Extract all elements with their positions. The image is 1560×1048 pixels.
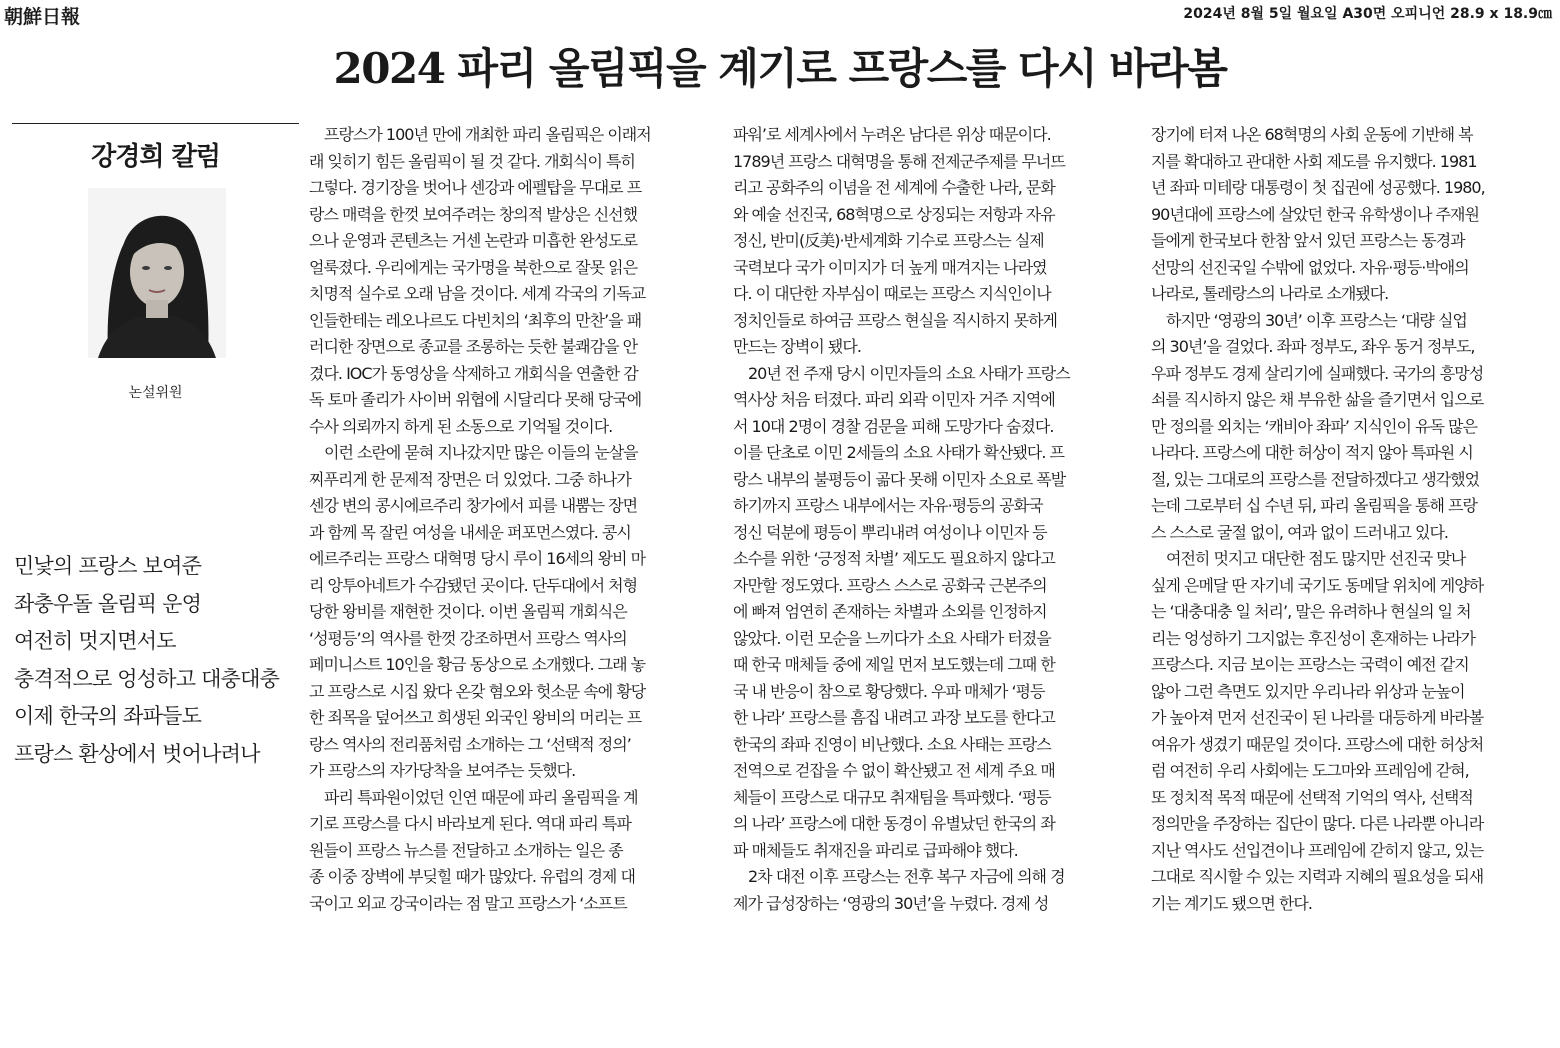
article-text-line: 20년 전 주재 당시 이민자들의 소요 사태가 프랑스 bbox=[733, 363, 1070, 383]
article-text-line: 리 앙투아네트가 수감됐던 곳이다. 단두대에서 처형 bbox=[309, 575, 638, 595]
article-text-line: 랑스 역사의 전리품처럼 소개하는 그 ‘선택적 정의’ bbox=[309, 734, 631, 754]
article-text-line: 절, 있는 그대로의 프랑스를 전달하겠다고 생각했었 bbox=[1151, 469, 1480, 489]
article-text-line: 역사상 처음 터졌다. 파리 외곽 이민자 거주 지역에 bbox=[733, 390, 1055, 409]
article-text-line: 찌푸리게 한 문제적 장면은 더 있었다. 그중 하나가 bbox=[309, 469, 631, 489]
article-text-line: 기는 계기도 됐으면 한다. bbox=[1151, 893, 1312, 913]
article-text-line: 파 매체들도 취재진을 파리로 급파해야 했다. bbox=[733, 840, 1018, 860]
column-title: 강경희 칼럼 bbox=[91, 142, 220, 172]
article-text-line: 만 정의를 외치는 ‘캐비아 좌파’ 지식인이 유독 많은 bbox=[1151, 416, 1477, 436]
article-text-line: 이런 소란에 묻혀 지나갔지만 많은 이들의 눈살을 bbox=[309, 443, 638, 462]
article-text-line: 체들이 프랑스로 대규모 취재팀을 특파했다. ‘평등 bbox=[733, 787, 1051, 807]
article-text-line: 페미니스트 10인을 황금 동상으로 소개했다. 그래 놓 bbox=[309, 655, 646, 674]
article-text-line: 프랑스가 100년 만에 개최한 파리 올림픽은 이래저 bbox=[309, 125, 651, 144]
article-text-line: 하기까지 프랑스 내부에서는 자유·평등의 공화국 bbox=[733, 496, 1043, 515]
article-text-line: 선망의 선진국일 수밖에 없었다. 자유·평등·박애의 bbox=[1151, 257, 1469, 277]
article-text-line: 않았다. 이런 모순을 느끼다가 소요 사태가 터졌을 bbox=[733, 628, 1051, 648]
article-text-line: 센강 변의 콩시에르주리 창가에서 피를 내뿜는 장면 bbox=[309, 496, 638, 515]
pull-quote-line: 좌충우돌 올림픽 운영 bbox=[14, 591, 202, 616]
article-text-line: 그대로 직시할 수 있는 지력과 지혜의 필요성을 되새 bbox=[1151, 867, 1484, 886]
article-text-line: 인들한테는 레오나르도 다빈치의 ‘최후의 만찬’을 패 bbox=[309, 310, 642, 330]
pull-quote-line: 충격적으로 엉성하고 대충대충 bbox=[14, 666, 280, 691]
article-text-line: 수사 의뢰까지 하게 된 소동으로 기억될 것이다. bbox=[309, 416, 613, 436]
article-text-line: 1789년 프랑스 대혁명을 통해 전제군주제를 무너뜨 bbox=[733, 151, 1065, 171]
article-text-line: 래 잊히기 힘든 올림픽이 될 것 같다. 개회식이 특히 bbox=[309, 151, 635, 171]
columnist-divider bbox=[12, 123, 299, 124]
article-text-line: 프랑스다. 지금 보이는 프랑스는 국력이 예전 같지 bbox=[1151, 655, 1469, 674]
article-text-line: 서 10대 2명이 경찰 검문을 피해 도망가다 숨졌다. bbox=[733, 416, 1054, 436]
article-text-line: 여전히 멋지고 대단한 점도 많지만 선진국 맞나 bbox=[1151, 549, 1466, 568]
article-text-line: 종 이중 장벽에 부딪힐 때가 많았다. 유럽의 경제 대 bbox=[309, 867, 635, 886]
article-text-line: 얼룩졌다. 우리에게는 국가명을 북한으로 잘못 읽은 bbox=[309, 257, 638, 277]
article-text-line: 는 ‘대충대충 일 처리’, 말은 유려하나 현실의 일 처 bbox=[1151, 602, 1471, 621]
publication-dateline: 2024년 8월 5일 월요일 A30면 오피니언 28.9 x 18.9㎝ bbox=[1183, 6, 1552, 22]
article-text-line: 정의만을 주장하는 집단이 많다. 다른 나라뿐 아니라 bbox=[1151, 814, 1484, 833]
article-text-line: 만드는 장벽이 됐다. bbox=[733, 337, 861, 356]
article-text-line: 한 나라’ 프랑스를 흠집 내려고 과장 보도를 한다고 bbox=[733, 708, 1055, 727]
article-text-line: 정신 덕분에 평등이 뿌리내려 여성이나 이민자 등 bbox=[733, 522, 1047, 542]
columnist-portrait bbox=[88, 188, 226, 358]
article-text-line: 들에게 한국보다 한참 앞서 있던 프랑스는 동경과 bbox=[1151, 231, 1465, 250]
pull-quote-line: 이제 한국의 좌파들도 bbox=[14, 704, 202, 728]
article-text-line: 에르주리는 프랑스 대혁명 당시 루이 16세의 왕비 마 bbox=[309, 549, 646, 568]
article-text-line: 장기에 터져 나온 68혁명의 사회 운동에 기반해 복 bbox=[1151, 125, 1473, 144]
article-text-line: 파워’로 세계사에서 누려온 남다른 위상 때문이다. bbox=[733, 125, 1051, 144]
article-text-line: 국 내 반응이 참으로 황당했다. 우파 매체가 ‘평등 bbox=[733, 681, 1045, 701]
article-text-line: 정치인들로 하여금 프랑스 현실을 직시하지 못하게 bbox=[733, 310, 1058, 330]
pull-quote-line: 프랑스 환상에서 벗어나려나 bbox=[14, 741, 260, 766]
article-text-line: 파리 특파원이었던 인연 때문에 파리 올림픽을 계 bbox=[309, 787, 638, 807]
article-text-line: 그렇다. 경기장을 벗어나 센강과 에펠탑을 무대로 프 bbox=[309, 178, 642, 197]
article-text-line: 리는 엉성하기 그지없는 후진성이 혼재하는 나라가 bbox=[1151, 628, 1476, 648]
pull-quote bbox=[14, 548, 304, 773]
article-text-line: 랑스 내부의 불평등이 곪다 못해 이민자 소요로 폭발 bbox=[733, 469, 1066, 489]
article-text-line: 여유가 생겼기 때문일 것이다. 프랑스에 대한 허상처 bbox=[1151, 734, 1484, 754]
article-text-line: 지를 확대하고 관대한 사회 제도를 유지했다. 1981 bbox=[1151, 151, 1477, 171]
article-text-line: 의 나라’ 프랑스에 대한 동경이 유별났던 한국의 좌 bbox=[733, 814, 1055, 833]
article-text-line: 겼다. IOC가 동영상을 삭제하고 개회식을 연출한 감 bbox=[309, 363, 638, 383]
article-text-line: 다. 이 대단한 자부심이 때로는 프랑스 지식인이나 bbox=[733, 284, 1051, 303]
article-headline: 2024 파리 올림픽을 계기로 프랑스를 다시 바라봄 bbox=[333, 44, 1227, 93]
article-text-line: 또 정치적 목적 때문에 선택적 기억의 역사, 선택적 bbox=[1151, 787, 1473, 807]
article-text-line: ‘성평등’의 역사를 한껏 강조하면서 프랑스 역사의 bbox=[309, 628, 627, 648]
columnist-role: 논설위원 bbox=[128, 385, 183, 401]
article-text-line: 랑스 매력을 한껏 보여주려는 창의적 발상은 신선했 bbox=[309, 204, 638, 224]
article-text-line: 국력보다 국가 이미지가 더 높게 매겨지는 나라였 bbox=[733, 257, 1047, 277]
article-text-line: 전역으로 걷잡을 수 없이 확산됐고 전 세계 주요 매 bbox=[733, 761, 1055, 780]
portrait-image bbox=[88, 188, 226, 358]
article-text-line: 독 토마 졸리가 사이버 위협에 시달리다 못해 당국에 bbox=[309, 390, 642, 409]
article-text-line: 국이고 외교 강국이라는 점 말고 프랑스가 ‘소프트 bbox=[309, 893, 627, 913]
article-column-1 bbox=[309, 122, 707, 917]
article-text-line: 정신, 반미(反美)·반세계화 기수로 프랑스는 실제 bbox=[733, 231, 1044, 250]
article-text-line: 나라로, 톨레랑스의 나라로 소개됐다. bbox=[1151, 284, 1389, 303]
article-text-line: 는데 그로부터 십 수년 뒤, 파리 올림픽을 통해 프랑 bbox=[1151, 496, 1477, 515]
article-text-line: 한국의 좌파 진영이 비난했다. 소요 사태는 프랑스 bbox=[733, 734, 1051, 754]
article-text-line: 2차 대전 이후 프랑스는 전후 복구 자금에 의해 경 bbox=[733, 867, 1065, 886]
article-text-line: 리고 공화주의 이념을 전 세계에 수출한 나라, 문화 bbox=[733, 178, 1055, 197]
article-text-line: 과 함께 목 잘린 여성을 내세운 퍼포먼스였다. 콩시 bbox=[309, 522, 631, 542]
article-text-line: 이를 단초로 이민 2세들의 소요 사태가 확산됐다. 프 bbox=[733, 443, 1064, 462]
article-column-2 bbox=[733, 122, 1131, 917]
article-text-line: 한 죄목을 덮어쓰고 희생된 외국인 왕비의 머리는 프 bbox=[309, 708, 642, 727]
article-text-line: 않아 그런 측면도 있지만 우리나라 위상과 눈높이 bbox=[1151, 681, 1465, 701]
article-text-line: 자만할 정도였다. 프랑스 스스로 공화국 근본주의 bbox=[733, 575, 1047, 595]
article-text-line: 당한 왕비를 재현한 것이다. 이번 올림픽 개회식은 bbox=[309, 602, 627, 621]
article-text-line: 에 빠져 엄연히 존재하는 차별과 소외를 인정하지 bbox=[733, 602, 1047, 621]
article-text-line: 가 높아져 먼저 선진국이 된 나라를 대등하게 바라볼 bbox=[1151, 708, 1484, 727]
article-text-line: 치명적 실수로 오래 남을 것이다. 세계 각국의 기독교 bbox=[309, 284, 646, 303]
article-column-3 bbox=[1151, 122, 1549, 917]
article-text-line: 의 30년’을 걸었다. 좌파 정부도, 좌우 동거 정부도, bbox=[1151, 337, 1475, 356]
newspaper-masthead: 朝鮮日報 bbox=[4, 6, 81, 28]
article-text-line: 때 한국 매체들 중에 제일 먼저 보도했는데 그때 한 bbox=[733, 655, 1055, 674]
article-text-line: 러디한 장면으로 종교를 조롱하는 듯한 불쾌감을 안 bbox=[309, 337, 638, 356]
pull-quote-line: 민낯의 프랑스 보여준 bbox=[14, 554, 202, 578]
article-text-line: 럼 여전히 우리 사회에는 도그마와 프레임에 갇혀, bbox=[1151, 761, 1469, 780]
article-text-line: 우파 정부도 경제 살리기에 실패했다. 국가의 흥망성 bbox=[1151, 363, 1484, 383]
article-text-line: 쇠를 직시하지 않은 채 부유한 삶을 즐기면서 입으로 bbox=[1151, 390, 1484, 409]
article-text-line: 기로 프랑스를 다시 바라보게 된다. 역대 파리 특파 bbox=[309, 814, 631, 833]
article-text-line: 나라다. 프랑스에 대한 허상이 적지 않아 특파원 시 bbox=[1151, 443, 1473, 462]
article-text-line: 90년대에 프랑스에 살았던 한국 유학생이나 주재원 bbox=[1151, 204, 1479, 224]
article-text-line: 가 프랑스의 자가당착을 보여주는 듯했다. bbox=[309, 761, 576, 780]
article-text-line: 제가 급성장하는 ‘영광의 30년’을 누렸다. 경제 성 bbox=[733, 893, 1049, 913]
article-text-line: 와 예술 선진국, 68혁명으로 상징되는 저항과 자유 bbox=[733, 204, 1055, 224]
article-text-line: 년 좌파 미테랑 대통령이 첫 집권에 성공했다. 1980, bbox=[1151, 178, 1485, 197]
article-text-line: 지난 역사도 선입견이나 프레임에 갇히지 않고, 있는 bbox=[1151, 840, 1484, 860]
article-text-line: 소수를 위한 ‘긍정적 차별’ 제도도 필요하지 않다고 bbox=[733, 549, 1055, 568]
article-text-line: 원들이 프랑스 뉴스를 전달하고 소개하는 일은 종 bbox=[309, 840, 623, 860]
article-text-line: 싶게 은메달 딴 자기네 국기도 동메달 위치에 게양하 bbox=[1151, 575, 1484, 595]
article-text-line: 스 스스로 굴절 없이, 여과 없이 드러내고 있다. bbox=[1151, 522, 1448, 542]
article-text-line: 하지만 ‘영광의 30년’ 이후 프랑스는 ‘대량 실업 bbox=[1151, 310, 1467, 330]
pull-quote-line: 여전히 멋지면서도 bbox=[14, 629, 176, 653]
article-text-line: 고 프랑스로 시집 왔다 온갖 혐오와 헛소문 속에 황당 bbox=[309, 681, 646, 701]
article-text-line: 으나 운영과 콘텐츠는 거센 논란과 미흡한 완성도로 bbox=[309, 231, 638, 250]
